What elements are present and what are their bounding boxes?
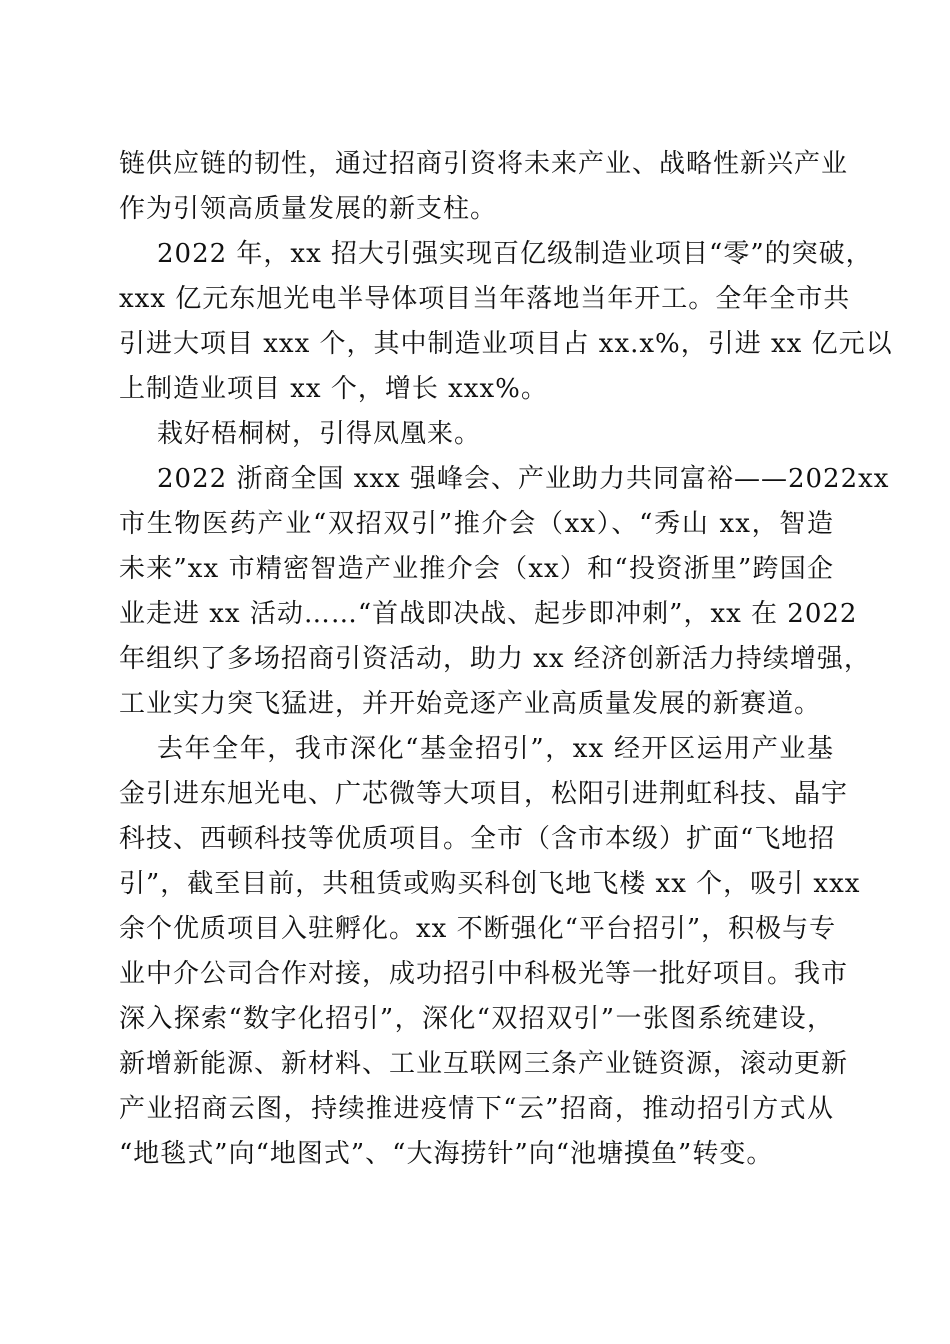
text-line: 引进大项目 xxx 个，其中制造业项目占 xx.x%，引进 xx 亿元以 (119, 329, 893, 359)
paragraph-2 (119, 232, 893, 412)
text-line: 上制造业项目 xx 个，增长 xxx%。 (119, 374, 548, 404)
text-line: 业中介公司合作对接，成功招引中科极光等一批好项目。我市 (119, 959, 849, 989)
text-line: 未来”xx 市精密智造产业推介会（xx）和“投资浙里”跨国企 (119, 554, 834, 584)
text-line: 引”，截至目前，共租赁或购买科创飞地飞楼 xx 个，吸引 xxx (119, 869, 861, 899)
text-line: 年组织了多场招商引资活动，助力 xx 经济创新活力持续增强， (119, 644, 871, 674)
text-line: 业走进 xx 活动……“首战即决战、起步即冲刺”，xx 在 2022 (119, 599, 858, 629)
text-line: 余个优质项目入驻孵化。xx 不断强化“平台招引”，积极与专 (119, 914, 837, 944)
text-line: 金引进东旭光电、广芯微等大项目，松阳引进荆虹科技、晶宇 (119, 779, 849, 809)
text-line: 链供应链的韧性，通过招商引资将未来产业、战略性新兴产业 (119, 149, 849, 179)
paragraph-4 (119, 457, 890, 727)
text-line: 2022 年，xx 招大引强实现百亿级制造业项目“零”的突破， (157, 239, 873, 269)
text-line: 新增新能源、新材料、工业互联网三条产业链资源，滚动更新 (119, 1049, 849, 1079)
text-line: 栽好梧桐树，引得凤凰来。 (157, 419, 482, 449)
text-line: 去年全年，我市深化“基金招引”，xx 经开区运用产业基 (157, 734, 834, 764)
paragraph-1 (119, 142, 849, 232)
text-line: 市生物医药产业“双招双引”推介会（xx）、“秀山 xx，智造 (119, 509, 834, 539)
text-line: 2022 浙商全国 xxx 强峰会、产业助力共同富裕——2022xx (157, 464, 890, 494)
text-line: 产业招商云图，持续推进疫情下“云”招商，推动招引方式从 (119, 1094, 834, 1124)
text-line: 工业实力突飞猛进，并开始竞逐产业高质量发展的新赛道。 (119, 689, 822, 719)
paragraph-5 (119, 727, 861, 1177)
text-line: 作为引领高质量发展的新支柱。 (119, 194, 498, 224)
text-line: 深入探索“数字化招引”，深化“双招双引”一张图系统建设， (119, 1004, 834, 1034)
document-body (119, 142, 893, 1177)
text-line: “地毯式”向“地图式”、“大海捞针”向“池塘摸鱼”转变。 (119, 1139, 774, 1169)
text-line: 科技、西顿科技等优质项目。全市（含市本级）扩面“飞地招 (119, 824, 836, 854)
paragraph-3 (119, 412, 834, 457)
text-line: xxx 亿元东旭光电半导体项目当年落地当年开工。全年全市共 (119, 284, 851, 314)
